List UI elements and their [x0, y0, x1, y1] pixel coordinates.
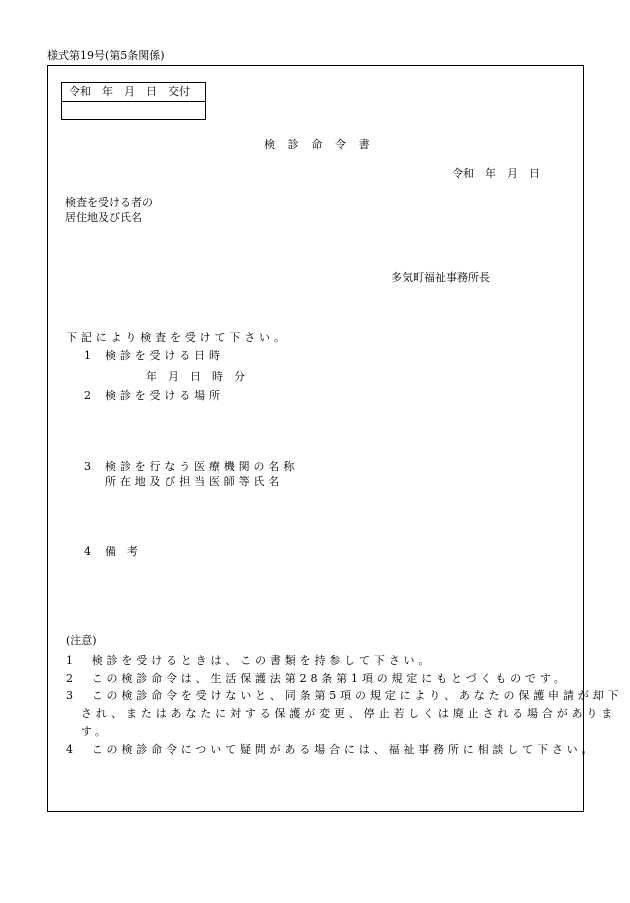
- note-line-3: 3 この検診命令を受けないと、同条第5項の規定により、あなたの保護申請が却下: [66, 689, 623, 702]
- item-4-number: 4: [84, 545, 91, 558]
- intro-text: 下記により検査を受けて下さい。: [66, 331, 289, 344]
- form-number: 様式第19号(第5条関係): [47, 49, 165, 62]
- item-3-number: 3: [84, 460, 91, 473]
- note-line-1: 1 検診を受けるときは、この書類を持参して下さい。: [66, 654, 434, 667]
- item-2-number: 2: [84, 389, 91, 402]
- item-1-number: 1: [84, 349, 91, 362]
- recipient-label-line2: 居住地及び氏名: [65, 211, 142, 224]
- item-2-label: 検診を受ける場所: [105, 389, 224, 402]
- issue-stamp-box: [61, 82, 206, 120]
- item-3-sub: 所在地及び担当医師等氏名: [105, 475, 284, 488]
- item-1-label: 検診を受ける日時: [105, 349, 224, 362]
- item-1-sub: 年 月 日 時 分: [146, 370, 245, 383]
- issuer-name: 多気町福祉事務所長: [391, 271, 490, 284]
- note-line-2: 2 この検診命令は、生活保護法第28条第1項の規定にもとづくものです。: [66, 672, 569, 685]
- note-line-5: す。: [66, 725, 110, 738]
- notes-heading: (注意): [66, 634, 97, 647]
- document-title: 検診命令書: [264, 138, 383, 151]
- stamp-divider: [62, 101, 205, 102]
- note-line-6: 4 この検診命令について疑問がある場合には、福祉事務所に相談して下さい。: [66, 743, 597, 756]
- document-date: 令和 年 月 日: [452, 167, 540, 180]
- recipient-label-line1: 検査を受ける者の: [65, 196, 153, 209]
- item-3-label: 検診を行なう医療機関の名称: [105, 460, 299, 473]
- item-4-label: 備 考: [105, 545, 138, 558]
- issue-date-label: 令和 年 月 日 交付: [69, 85, 190, 98]
- note-line-4: され、またはあなたに対する保護が変更、停止若しくは廃止される場合がありま: [66, 707, 617, 720]
